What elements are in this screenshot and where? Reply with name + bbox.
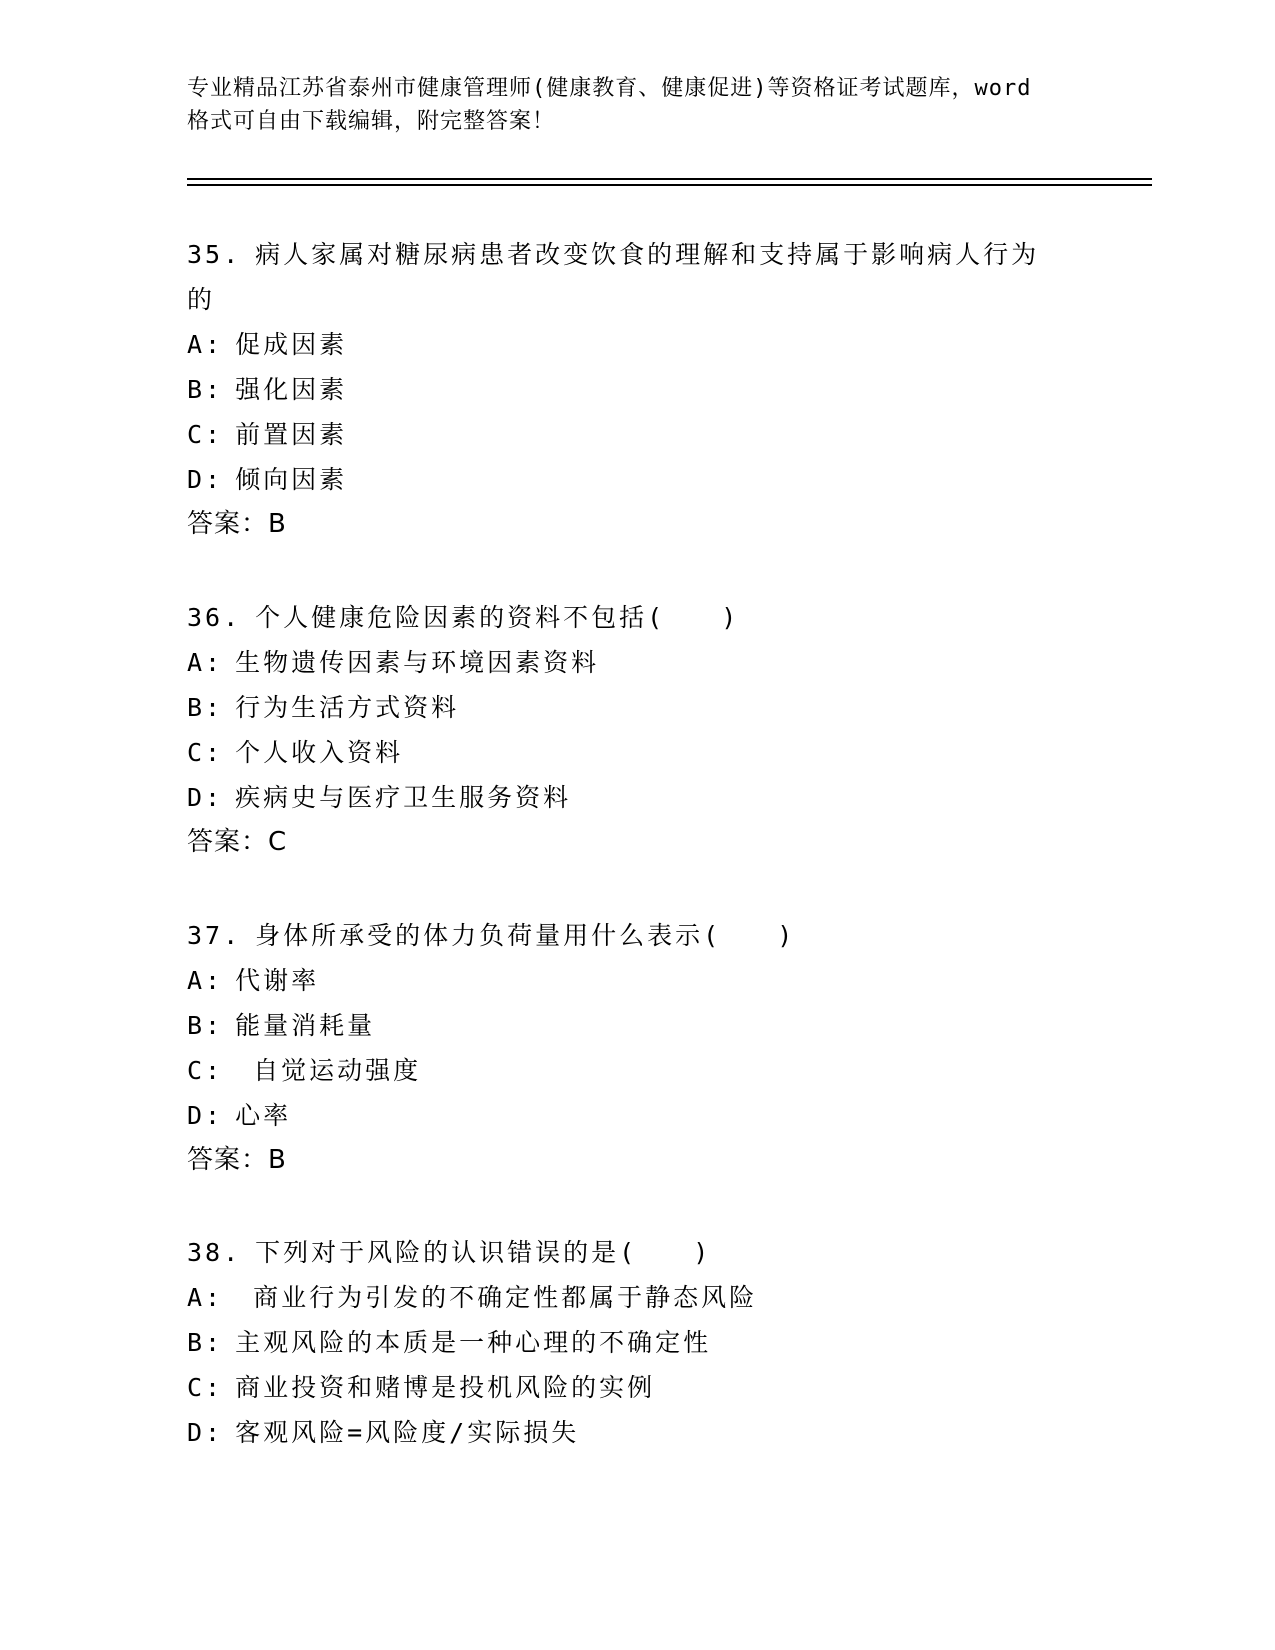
option-text: 商业行为引发的不确定性都属于静态风险 [235, 1283, 758, 1312]
question-37 [187, 913, 1087, 1183]
option-key: D: [187, 465, 224, 494]
option-text: 促成因素 [235, 330, 348, 359]
question-text: 病人家属对糖尿病患者改变饮食的理解和支持属于影响病人行为 [255, 240, 1040, 269]
header-line-1: 专业精品江苏省泰州市健康管理师(健康教育、健康促进)等资格证考试题库，word [187, 76, 1032, 101]
option-key: A: [187, 330, 224, 359]
header-divider-top [187, 178, 1152, 180]
option-key: C: [187, 1056, 224, 1085]
question-36 [187, 595, 1087, 865]
option-a [187, 958, 1087, 1003]
question-number: 35. [187, 240, 242, 269]
option-key: C: [187, 420, 224, 449]
question-title [187, 232, 1087, 277]
document-header [187, 72, 1087, 138]
option-d [187, 775, 1087, 820]
option-c [187, 730, 1087, 775]
option-d [187, 457, 1087, 502]
option-b [187, 1003, 1087, 1048]
option-text: 行为生活方式资料 [235, 693, 460, 722]
question-title [187, 1230, 1087, 1275]
option-text: 心率 [235, 1101, 292, 1130]
option-key: A: [187, 648, 224, 677]
option-a [187, 1275, 1087, 1320]
option-key: D: [187, 1418, 224, 1447]
option-d [187, 1410, 1087, 1455]
question-38 [187, 1230, 1087, 1455]
option-a [187, 322, 1087, 367]
question-number: 36. [187, 603, 242, 632]
option-c [187, 1365, 1087, 1410]
option-b [187, 1320, 1087, 1365]
question-text-continued: 的 [187, 285, 216, 314]
option-text: 前置因素 [235, 420, 348, 449]
option-text: 商业投资和赌博是投机风险的实例 [235, 1373, 656, 1402]
option-text: 能量消耗量 [235, 1011, 376, 1040]
option-text: 自觉运动强度 [235, 1056, 422, 1085]
option-key: B: [187, 693, 224, 722]
question-title [187, 913, 1087, 958]
option-text: 客观风险=风险度/实际损失 [235, 1418, 580, 1447]
option-key: D: [187, 1101, 224, 1130]
option-text: 个人收入资料 [235, 738, 404, 767]
option-key: A: [187, 966, 224, 995]
option-d [187, 1093, 1087, 1138]
option-text: 疾病史与医疗卫生服务资料 [235, 783, 572, 812]
header-line-2: 格式可自由下载编辑，附完整答案！ [187, 109, 556, 134]
option-c [187, 412, 1087, 457]
option-key: D: [187, 783, 224, 812]
question-text: 身体所承受的体力负荷量用什么表示( ) [255, 921, 796, 950]
option-b [187, 367, 1087, 412]
question-35 [187, 232, 1087, 547]
option-text: 代谢率 [235, 966, 320, 995]
question-text: 个人健康危险因素的资料不包括( ) [255, 603, 740, 632]
answer-label: 答案：C [187, 827, 288, 857]
option-text: 倾向因素 [235, 465, 348, 494]
option-key: B: [187, 375, 224, 404]
option-text: 主观风险的本质是一种心理的不确定性 [235, 1328, 712, 1357]
answer-label: 答案：B [187, 509, 287, 539]
header-divider-bottom [187, 184, 1152, 186]
option-text: 强化因素 [235, 375, 348, 404]
option-c [187, 1048, 1087, 1093]
option-text: 生物遗传因素与环境因素资料 [235, 648, 600, 677]
option-key: C: [187, 738, 224, 767]
question-number: 37. [187, 921, 242, 950]
question-title [187, 595, 1087, 640]
question-number: 38. [187, 1238, 242, 1267]
option-key: C: [187, 1373, 224, 1402]
option-key: A: [187, 1283, 224, 1312]
option-key: B: [187, 1328, 224, 1357]
option-key: B: [187, 1011, 224, 1040]
question-text: 下列对于风险的认识错误的是( ) [255, 1238, 712, 1267]
option-a [187, 640, 1087, 685]
option-b [187, 685, 1087, 730]
answer-label: 答案：B [187, 1145, 287, 1175]
